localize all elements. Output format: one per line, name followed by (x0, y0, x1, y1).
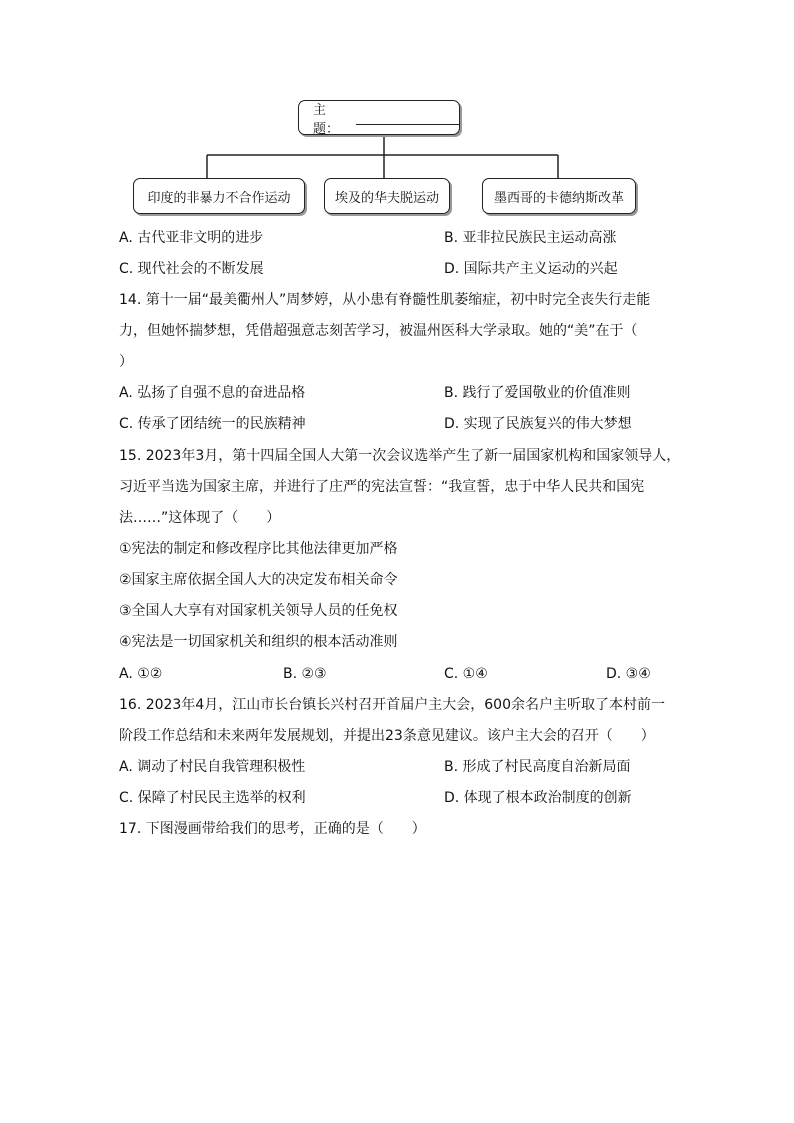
q15-item-1: ①宪法的制定和修改程序比其他法律更加严格 (119, 541, 398, 557)
q15-option-d[interactable]: D. ③④ (606, 666, 651, 682)
q14-option-c[interactable]: C. 传承了团结统一的民族精神 (119, 416, 306, 432)
q15-option-b[interactable]: B. ②③ (283, 666, 327, 682)
q15-option-a[interactable]: A. ①② (119, 666, 163, 682)
q13-option-b[interactable]: B. 亚非拉民族民主运动高涨 (444, 230, 617, 246)
q13-option-d[interactable]: D. 国际共产主义运动的兴起 (444, 261, 618, 277)
q17-stem-line1: 17. 下图漫画带给我们的思考，正确的是（ ） (119, 821, 426, 837)
q14-option-a[interactable]: A. 弘扬了自强不息的奋进品格 (119, 385, 306, 401)
q15-item-3: ③全国人大享有对国家机关领导人员的任免权 (119, 603, 398, 619)
diagram-child-label: 埃及的华夫脱运动 (334, 190, 439, 206)
topic-blank (356, 110, 459, 125)
q14-stem-line3: ） (119, 354, 133, 370)
q15-item-2: ②国家主席依据全国人大的决定发布相关命令 (119, 572, 398, 588)
topic-label: 主题： (313, 102, 340, 137)
q16-stem-line2: 阶段工作总结和未来两年发展规划，并提出23条意见建议。该户主大会的召开（ ） (119, 728, 655, 744)
q14-option-b[interactable]: B. 践行了爱国敬业的价值准则 (444, 385, 631, 401)
q16-option-b[interactable]: B. 形成了村民高度自治新局面 (444, 759, 631, 775)
q13-option-a[interactable]: A. 古代亚非文明的进步 (119, 230, 264, 246)
q14-stem-line1: 14. 第十一届“最美衢州人”周梦婷，从小患有脊髓性肌萎缩症，初中时完全丧失行走能 (119, 292, 651, 308)
q15-stem-line2: 习近平当选为国家主席，并进行了庄严的宪法宣誓：“我宣誓，忠于中华人民共和国宪 (119, 479, 645, 495)
q15-item-4: ④宪法是一切国家机关和组织的根本活动准则 (119, 634, 398, 650)
q15-stem-line1: 15. 2023年3月，第十四届全国人大第一次会议选举产生了新一届国家机构和国家领导人， (119, 448, 681, 464)
q16-option-d[interactable]: D. 体现了根本政治制度的创新 (444, 790, 632, 806)
q13-option-c[interactable]: C. 现代社会的不断发展 (119, 261, 264, 277)
q16-option-c[interactable]: C. 保障了村民民主选举的权利 (119, 790, 306, 806)
q14-stem-line2: 力，但她怀揣梦想，凭借超强意志刻苦学习，被温州医科大学录取。她的“美”在于（ (119, 323, 638, 339)
diagram-topic-box (298, 100, 460, 135)
diagram-child-mexico (482, 178, 636, 214)
q14-option-d[interactable]: D. 实现了民族复兴的伟大梦想 (444, 416, 632, 432)
diagram-child-egypt (324, 178, 450, 214)
q15-option-c[interactable]: C. ①④ (444, 666, 488, 682)
q15-stem-line3: 法……”这体现了（ ） (119, 510, 281, 526)
diagram-child-label: 墨西哥的卡德纳斯改革 (493, 190, 624, 206)
q16-option-a[interactable]: A. 调动了村民自我管理积极性 (119, 759, 306, 775)
q16-stem-line1: 16. 2023年4月，江山市长台镇长兴村召开首届户主大会，600余名户主听取了本村前一 (119, 697, 665, 713)
diagram-child-label: 印度的非暴力不合作运动 (147, 190, 291, 206)
diagram-child-india (133, 178, 305, 214)
